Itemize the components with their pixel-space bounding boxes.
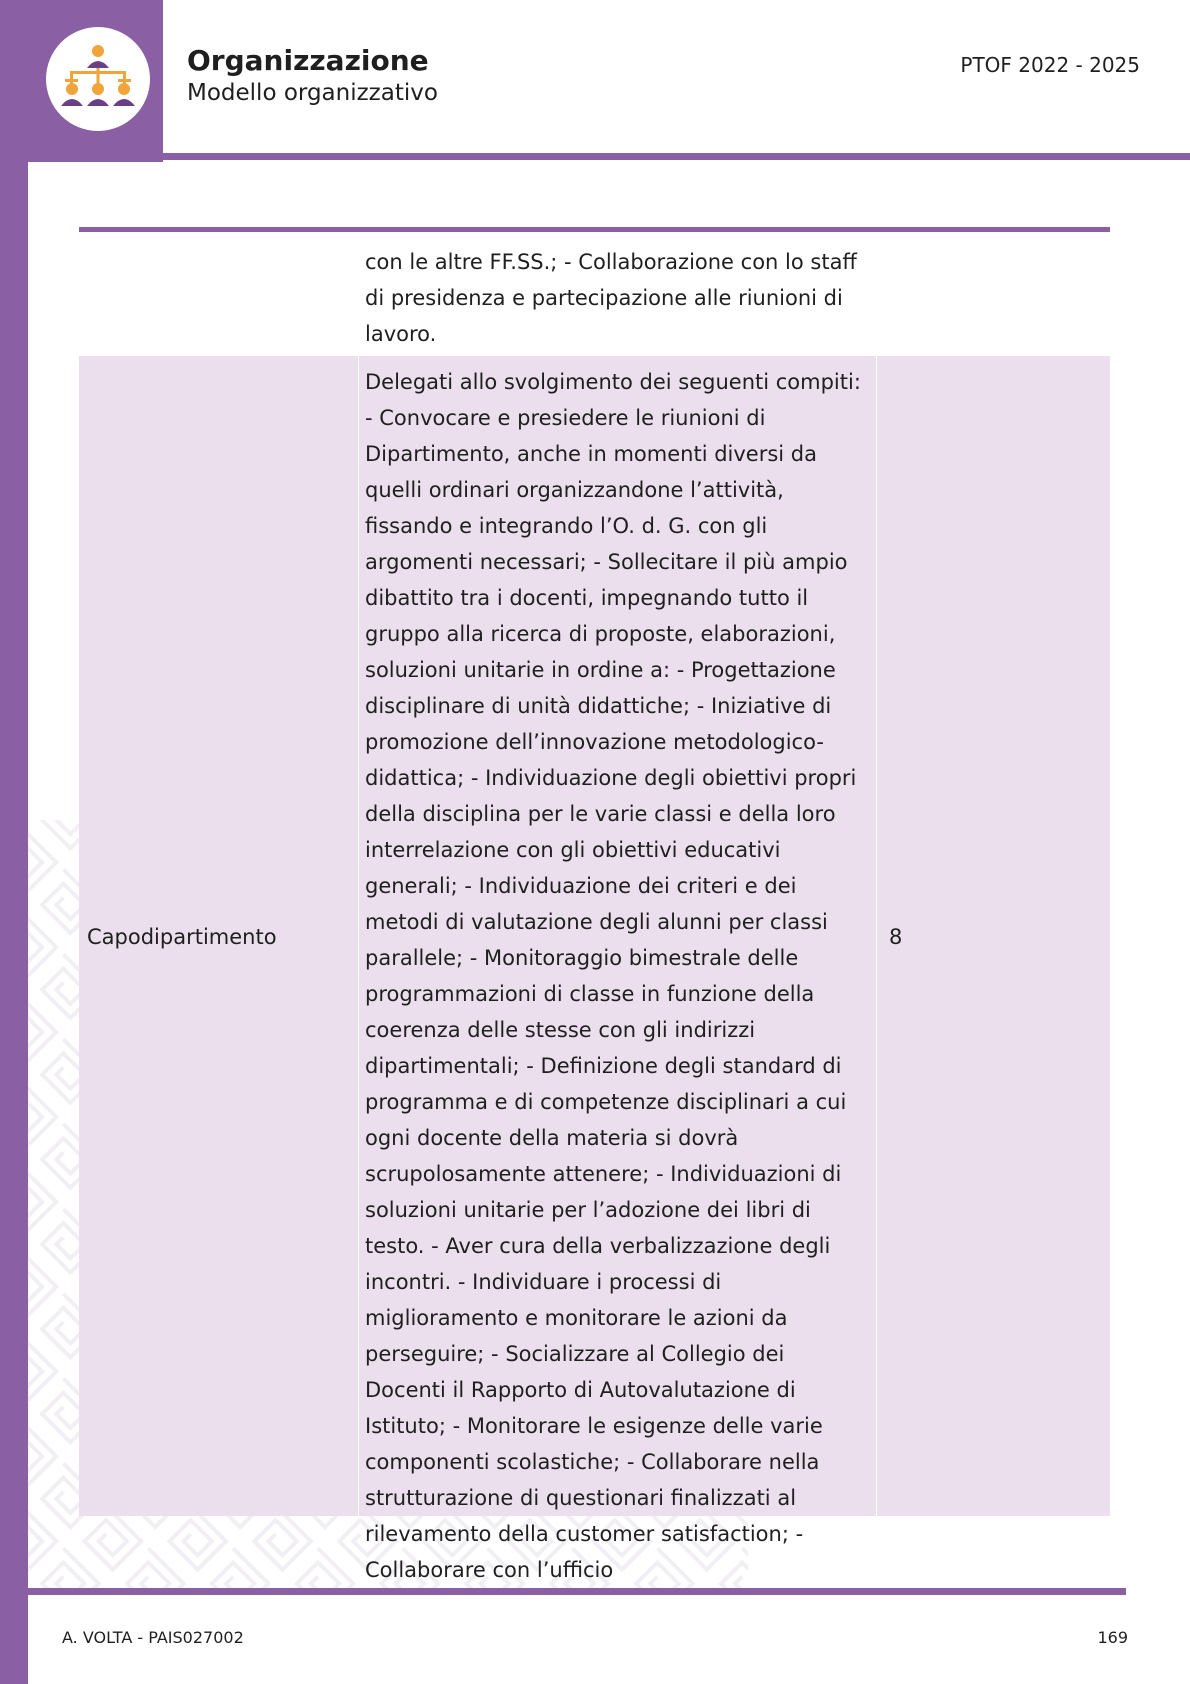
document-tag: PTOF 2022 - 2025 [960,53,1140,77]
logo-badge [46,27,150,131]
count-cell: 8 [889,925,903,949]
left-accent-band [0,0,28,1684]
table-row [79,356,1110,1582]
column-divider [876,356,877,1516]
organization-chart-icon [46,27,150,131]
continued-description: con le altre FF.SS.; - Collaborazione con lo staff di presidenza e partecipazione alle riunioni di lavoro. [365,250,857,346]
table-row [79,232,1110,356]
column-divider [358,356,359,1516]
page-title: Organizzazione [187,44,429,77]
footer-school: A. VOLTA - PAIS027002 [62,1628,244,1647]
header-rule [163,153,1190,160]
description-cell: Delegati allo svolgimento dei seguenti compiti: - Convocare e presiedere le riunioni di Dipartimento, anche in momenti diversi da quelli ordinari organizzandone l’attività, fissando e integrando l’O. d. G. con gli argomenti necessari; - Sollecitare il più ampio dibattito tra i docenti, impegnando tutto il gruppo alla ricerca di proposte, elaborazioni, soluzioni unitarie in ordine a: - Progettazione disciplinare di unità didattiche; - Iniziative di promozione dell’innovazione metodologico-didattica; - Individuazione degli obiettivi propri della disciplina per le varie classi e della loro interrelazione con gli obiettivi educativi generali; - Individuazione dei criteri e dei metodi di valutazione degli alunni per classi parallele; - Monitoraggio bimestrale delle programmazioni di classe in funzione della coerenza delle stesse con gli indirizzi dipartimentali; - Definizione degli standard di programma e di competenze disciplinari a cui ogni docente della materia si dovrà scrupolosamente attenere; - Individuazioni di soluzioni unitarie per l’adozione dei libri di testo. - Aver cura della verbalizzazione degli incontri. - Individuare i processi di miglioramento e monitorare le azioni da perseguire; - Socializzare al Collegio dei Docenti il Rapporto di Autovalutazione di Istituto; - Monitorare le esigenze delle varie componenti scolastiche; - Collaborare nella strutturazione di questionari finalizzati al rilevamento della customer satisfaction; - Collaborare con l’ufficio [365,370,861,1582]
page-subtitle: Modello organizzativo [187,80,438,106]
role-cell: Capodipartimento [87,925,277,949]
header-accent-block [0,0,163,162]
page-number: 169 [1097,1628,1128,1647]
footer-rule [28,1588,1126,1595]
